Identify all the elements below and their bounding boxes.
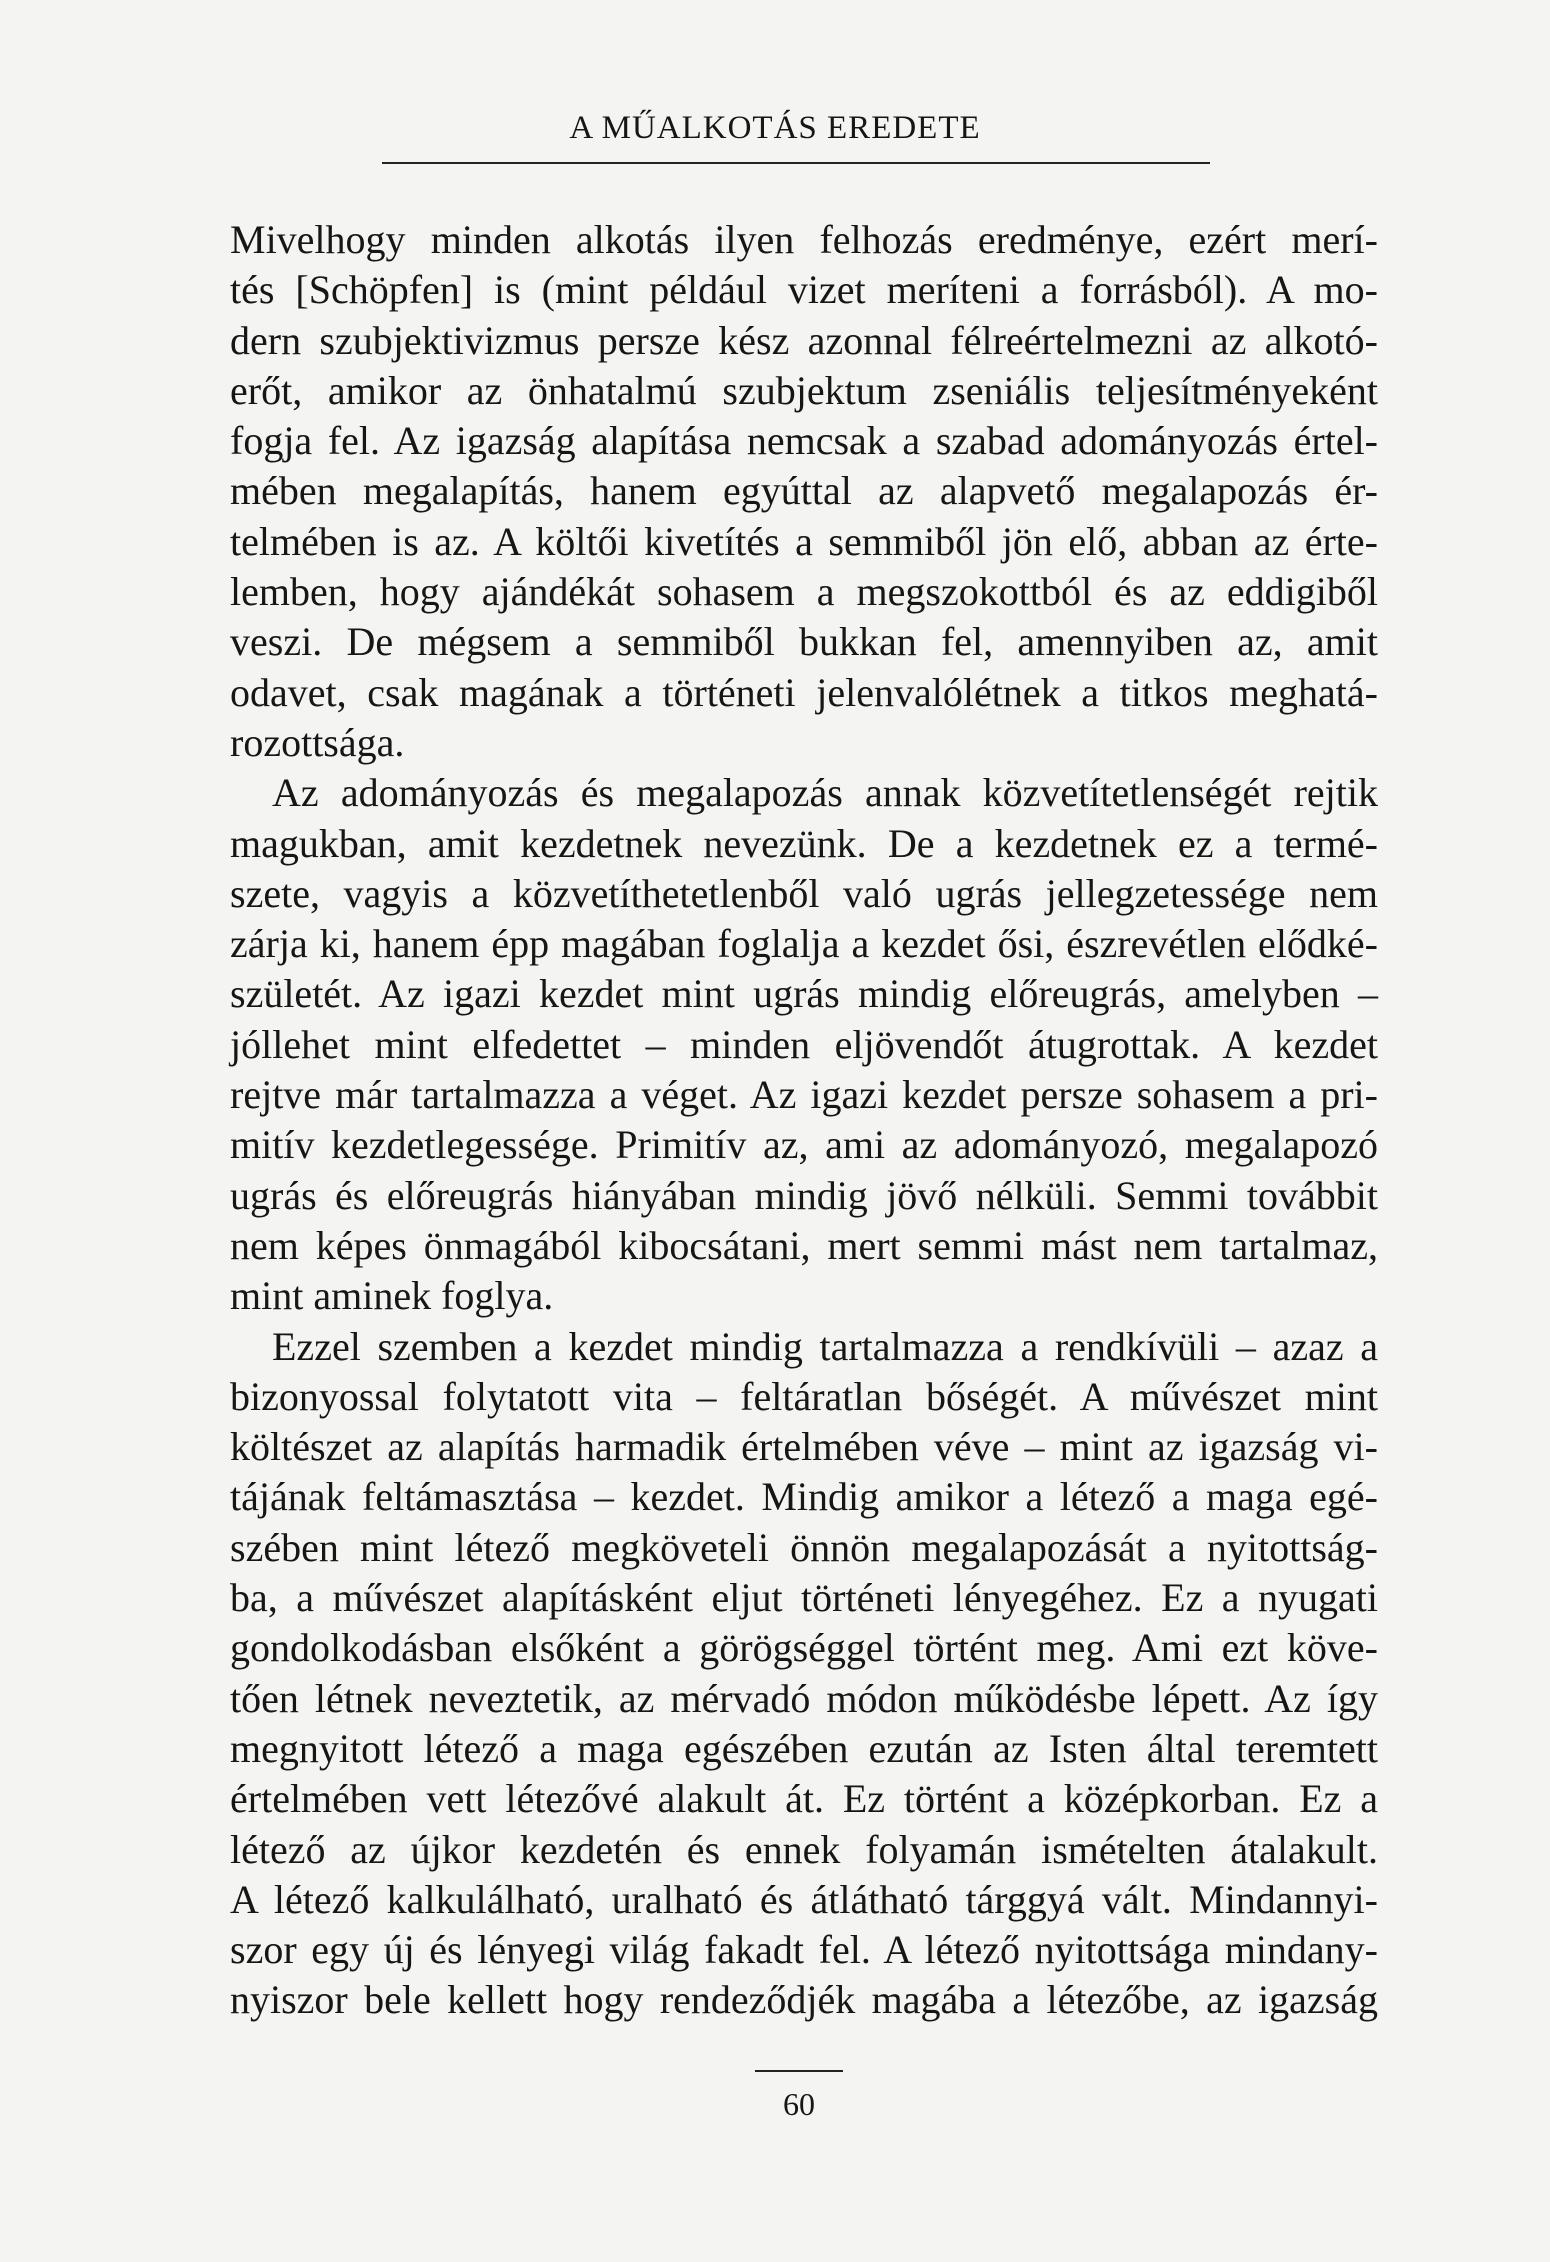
- text-line: megnyitott létező a maga egészében ezután az Isten által teremtett: [230, 1725, 1378, 1771]
- text-line: rejtve már tartalmazza a véget. Az igazi kezdet persze sohasem a pri-: [230, 1072, 1378, 1118]
- text-line: telmében is az. A költői kivetítés a semmiből jön elő, abban az érte-: [230, 518, 1378, 564]
- text-line: dern szubjektivizmus persze kész azonnal félreértelmezni az alkotó-: [230, 317, 1378, 363]
- text-line: tés [Schöpfen] is (mint például vizet meríteni a forrásból). A mo-: [230, 267, 1378, 313]
- text-line: gondolkodásban elsőként a görögséggel történt meg. Ami ezt köve-: [230, 1625, 1378, 1671]
- text-line: nyiszor bele kellett hogy rendeződjék magába a létezőbe, az igazság: [230, 1977, 1378, 2023]
- text-line: nem képes önmagából kibocsátani, mert semmi mást nem tartalmaz,: [230, 1222, 1378, 1268]
- text-line: ba, a művészet alapításként eljut történeti lényegéhez. Ez a nyugati: [230, 1575, 1378, 1621]
- running-head-rule: [382, 162, 1210, 164]
- body-text: [230, 215, 1378, 2026]
- text-line: szete, vagyis a közvetíthetetlenből való ugrás jellegzetessége nem: [230, 870, 1378, 916]
- text-line: tően létnek neveztetik, az mérvadó módon működésbe lépett. Az így: [230, 1675, 1378, 1721]
- text-line: mint aminek foglya.: [230, 1273, 554, 1319]
- text-line: értelmében vett létezővé alakult át. Ez történt a középkorban. Ez a: [230, 1776, 1378, 1822]
- text-line: szor egy új és lényegi világ fakadt fel. A létező nyitottsága mindany-: [230, 1927, 1378, 1973]
- text-line: veszi. De mégsem a semmiből bukkan fel, amennyiben az, amit: [230, 619, 1378, 665]
- text-line: A létező kalkulálható, uralható és átlátható tárggyá vált. Mindannyi-: [230, 1876, 1378, 1922]
- text-line: Mivelhogy minden alkotás ilyen felhozás eredménye, ezért merí-: [230, 217, 1378, 262]
- page-number: 60: [783, 2086, 815, 2122]
- text-line: tájának feltámasztása – kezdet. Mindig amikor a létező a maga egé-: [230, 1474, 1378, 1520]
- text-line: bizonyossal folytatott vita – feltáratlan bőségét. A művészet mint: [230, 1373, 1378, 1419]
- text-line: költészet az alapítás harmadik értelmében véve – mint az igazság vi-: [230, 1424, 1378, 1470]
- text-line: magukban, amit kezdetnek nevezünk. De a kezdetnek ez a termé-: [230, 820, 1378, 866]
- paragraph: [230, 215, 1378, 768]
- text-line: odavet, csak magának a történeti jelenvalólétnek a titkos meghatá-: [230, 669, 1378, 715]
- text-line: létező az újkor kezdetén és ennek folyamán ismételten átalakult.: [230, 1826, 1378, 1872]
- text-line: születét. Az igazi kezdet mint ugrás mindig előreugrás, amelyben –: [230, 971, 1378, 1017]
- text-line: zárja ki, hanem épp magában foglalja a kezdet ősi, észrevétlen elődké-: [230, 921, 1378, 967]
- text-line: mitív kezdetlegessége. Primitív az, ami az adományozó, megalapozó: [230, 1122, 1378, 1168]
- text-line: jóllehet mint elfedettet – minden eljövendőt átugrottak. A kezdet: [230, 1021, 1378, 1067]
- text-line: erőt, amikor az önhatalmú szubjektum zseniális teljesítményeként: [230, 367, 1378, 413]
- text-line: szében mint létező megköveteli önnön megalapozását a nyitottság-: [230, 1524, 1378, 1570]
- paragraph: [230, 1322, 1378, 2026]
- text-line: lemben, hogy ajándékát sohasem a megszokottból és az eddigiből: [230, 569, 1378, 615]
- text-line: Az adományozás és megalapozás annak közvetítetlenségét rejtik: [272, 770, 1378, 816]
- footer-rule: [755, 2070, 843, 2072]
- text-line: fogja fel. Az igazság alapítása nemcsak a szabad adományozás értel-: [230, 418, 1378, 464]
- text-line: Ezzel szemben a kezdet mindig tartalmazza a rendkívüli – azaz a: [272, 1323, 1378, 1369]
- running-head: A MŰALKOTÁS EREDETE: [569, 110, 981, 146]
- paragraph: [230, 768, 1378, 1321]
- text-line: rozottsága.: [230, 719, 405, 765]
- text-line: ugrás és előreugrás hiányában mindig jövő nélküli. Semmi továbbit: [230, 1172, 1378, 1218]
- text-line: mében megalapítás, hanem egyúttal az alapvető megalapozás ér-: [230, 468, 1378, 514]
